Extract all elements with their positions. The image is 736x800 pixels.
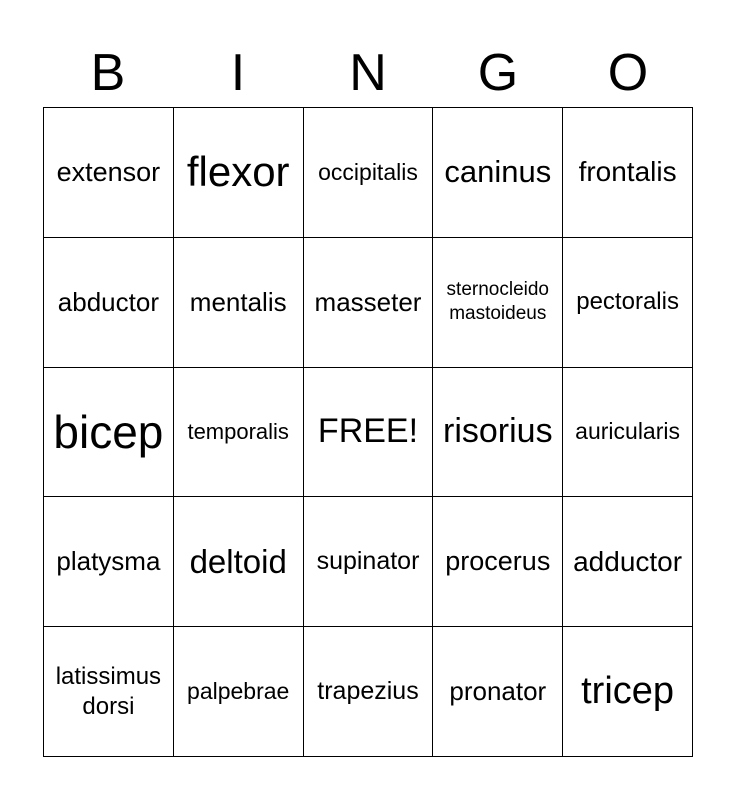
cell-label: bicep (53, 405, 164, 458)
cell-label: frontalis (578, 156, 677, 188)
cell-label: FREE! (317, 412, 419, 451)
header-letter-i: I (230, 44, 246, 102)
cell-label: flexor (186, 148, 290, 196)
bingo-cell[interactable] (433, 108, 563, 238)
header-letter-g: G (477, 44, 519, 102)
cell-label: temporalis (187, 418, 289, 444)
cell-label: extensor (56, 156, 161, 187)
bingo-cell[interactable] (174, 238, 304, 368)
cell-label: masseter (314, 286, 422, 317)
cell-label: pectoralis (576, 288, 679, 316)
bingo-cell[interactable] (304, 238, 434, 368)
bingo-cell[interactable] (563, 368, 693, 498)
cell-label: adductor (573, 545, 683, 577)
bingo-cell[interactable] (174, 368, 304, 498)
bingo-cell[interactable] (563, 108, 693, 238)
bingo-cell[interactable] (304, 497, 434, 627)
bingo-cell[interactable] (44, 108, 174, 238)
cell-label: procerus (445, 546, 551, 577)
bingo-header (43, 40, 693, 106)
bingo-cell[interactable] (44, 368, 174, 498)
header-letter-o: O (607, 44, 649, 102)
bingo-cell[interactable] (174, 497, 304, 627)
bingo-board (43, 107, 693, 757)
bingo-cell[interactable] (304, 627, 434, 757)
bingo-cell[interactable] (44, 627, 174, 757)
cell-label: risorius (443, 412, 553, 451)
cell-label: palpebrae (187, 678, 290, 705)
bingo-cell[interactable] (563, 497, 693, 627)
cell-label: deltoid (189, 542, 287, 580)
bingo-cell[interactable] (44, 497, 174, 627)
cell-label: occipitalis (318, 158, 418, 185)
bingo-cell[interactable] (433, 238, 563, 368)
free-space[interactable] (304, 368, 434, 498)
cell-label: caninus (444, 154, 552, 190)
bingo-cell[interactable] (44, 238, 174, 368)
cell-label: pronator (449, 676, 547, 707)
bingo-cell[interactable] (563, 238, 693, 368)
cell-label: tricep (581, 670, 675, 713)
cell-label: sternocleido mastoideus (446, 279, 549, 325)
cell-label: auricularis (575, 418, 680, 445)
bingo-cell[interactable] (174, 108, 304, 238)
cell-label: trapezius (317, 677, 419, 706)
cell-label: latissimus dorsi (55, 662, 162, 720)
bingo-cell[interactable] (174, 627, 304, 757)
bingo-cell[interactable] (433, 497, 563, 627)
header-letter-b: B (90, 44, 126, 102)
bingo-cell[interactable] (304, 108, 434, 238)
cell-label: abductor (57, 286, 159, 317)
bingo-cell[interactable] (433, 627, 563, 757)
header-letter-n: N (349, 44, 387, 102)
cell-label: supinator (316, 547, 420, 576)
bingo-cell[interactable] (433, 368, 563, 498)
bingo-cell[interactable] (563, 627, 693, 757)
cell-label: platysma (56, 546, 161, 577)
cell-label: mentalis (189, 286, 287, 317)
